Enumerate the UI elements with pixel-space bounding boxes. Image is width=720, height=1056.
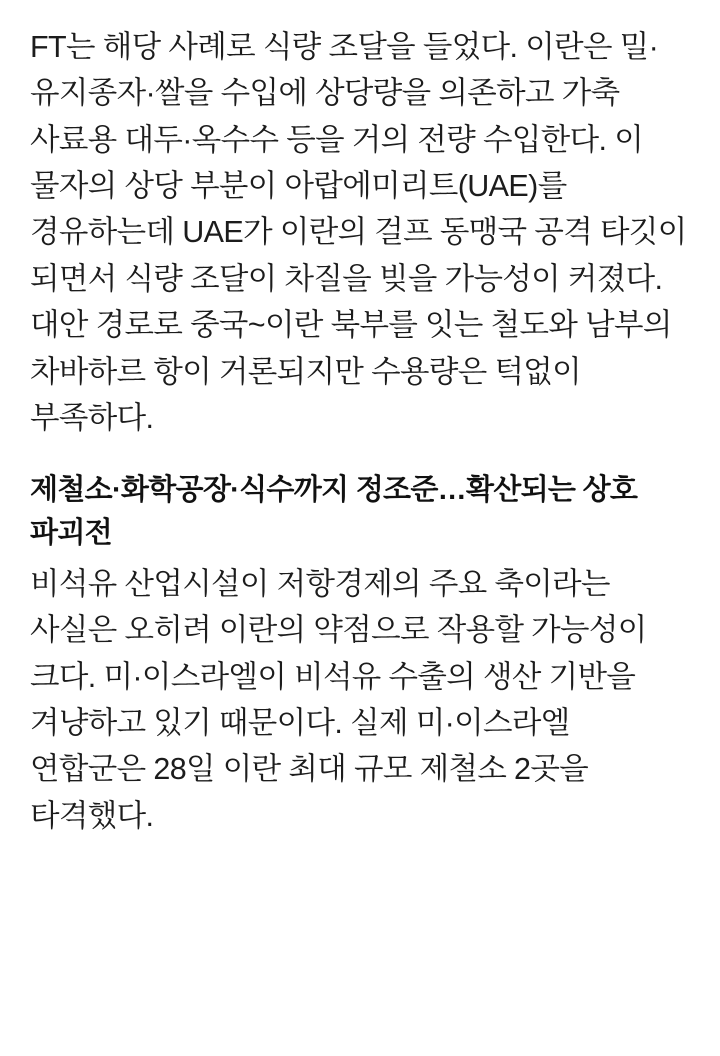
article-subheading: 제철소·화학공장·식수까지 정조준…확산되는 상호 파괴전: [30, 474, 638, 550]
article-paragraph: FT는 해당 사례로 식량 조달을 들었다. 이란은 밀·유지종자·쌀을 수입에 상당량을 의존하고 가축 사료용 대두·옥수수 등을 거의 전량 수입한다. 이 물자의 상당 부분이 아랍에미리트(UAE)를 경유하는데 UAE가 이란의 걸프 동맹국 공격 타깃이 되면서 식량 조달이 차질을 빚을 가능성이 커졌다. 대안 경로로 중국~이란 북부를 잇는 철도와 남부의 차바하르 항이 거론되지만 수용량은 턱없이 부족하다.: [30, 30, 687, 435]
article-paragraph: 비석유 산업시설이 저항경제의 주요 축이라는 사실은 오히려 이란의 약점으로 작용할 가능성이 크다. 미·이스라엘이 비석유 수출의 생산 기반을 겨냥하고 있기 때문이다. 실제 미·이스라엘 연합군은 28일 이란 최대 규모 제철소 2곳을 타격했다.: [30, 567, 647, 833]
